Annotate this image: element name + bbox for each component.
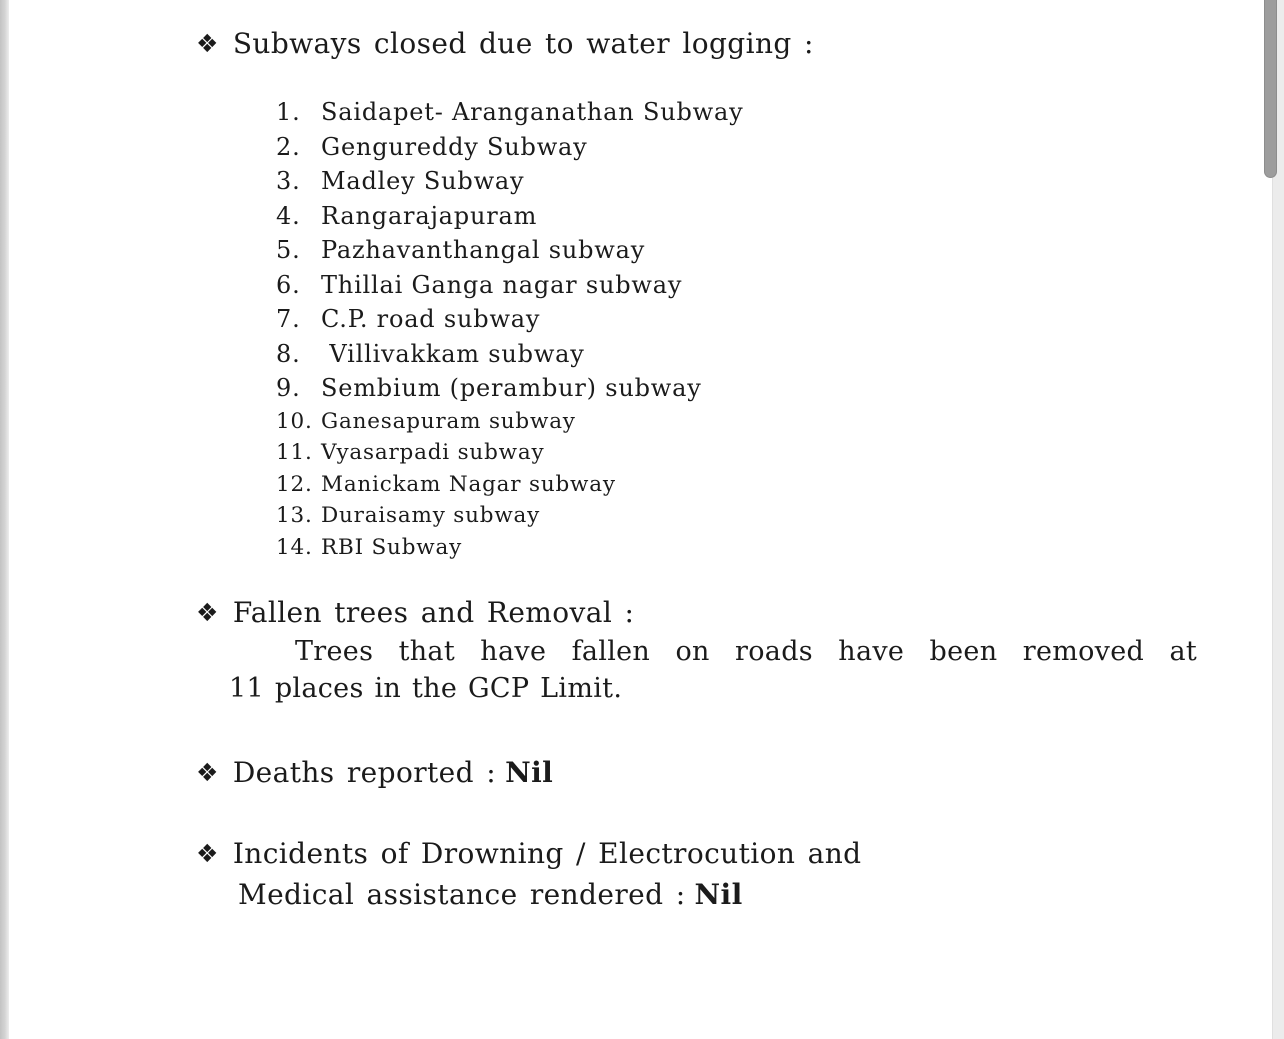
list-item-name: Saidapet- Aranganathan Subway — [321, 98, 744, 126]
fallen-trees-paragraph-line1: Trees that have fallen on roads have been removed at — [295, 636, 1197, 667]
list-item-number: 13. — [276, 503, 313, 529]
list-item-name: Rangarajapuram — [321, 201, 538, 230]
list-item-name: C.P. road subway — [321, 305, 541, 333]
fallen-trees-heading-text: Fallen trees and Removal : — [232, 596, 635, 629]
list-item-name: Sembium (perambur) subway — [321, 374, 702, 402]
list-item-number: 9. — [276, 374, 301, 402]
list-item — [276, 469, 743, 501]
section-heading-incidents — [196, 837, 861, 870]
section-heading-deaths — [196, 756, 553, 789]
list-item — [276, 302, 743, 337]
list-item-number: 5. — [276, 236, 301, 264]
list-item — [276, 437, 743, 469]
list-item-name: Thillai Ganga nagar subway — [321, 270, 683, 299]
list-item-number: 2. — [276, 132, 301, 161]
list-item-number: 3. — [276, 167, 301, 195]
subways-heading-text: Subways closed due to water logging : — [232, 27, 814, 60]
list-item — [276, 268, 743, 303]
list-item — [276, 164, 743, 199]
fallen-trees-paragraph-line2: 11 places in the GCP Limit. — [229, 673, 623, 704]
list-item-number: 14. — [276, 534, 313, 560]
list-item — [276, 406, 743, 438]
list-item-number: 10. — [276, 408, 313, 434]
deaths-label: Deaths reported : — [232, 756, 497, 789]
section-heading-subways — [196, 27, 814, 60]
list-item-name: RBI Subway — [321, 534, 463, 560]
list-item-number: 8. — [276, 339, 301, 368]
list-item-name: Madley Subway — [321, 167, 525, 195]
list-item-number: 7. — [276, 305, 301, 333]
list-item-name: Duraisamy subway — [321, 503, 541, 529]
list-item-name: Villivakkam subway — [321, 339, 585, 368]
list-item-number: 4. — [276, 201, 301, 230]
list-item — [276, 233, 743, 268]
list-item — [276, 532, 743, 564]
list-item-name: Gengureddy Subway — [321, 132, 588, 161]
incidents-line2-text: Medical assistance rendered : — [238, 878, 686, 911]
diamond-bullet-icon: ❖ — [196, 758, 219, 787]
incidents-value: Nil — [694, 878, 743, 911]
list-item-name: Vyasarpadi subway — [321, 440, 545, 466]
list-item — [276, 337, 743, 372]
list-item-number: 1. — [276, 98, 301, 126]
diamond-bullet-icon: ❖ — [196, 29, 219, 58]
incidents-line1-text: Incidents of Drowning / Electrocution and — [232, 837, 862, 870]
list-item — [276, 130, 743, 165]
diamond-bullet-icon: ❖ — [196, 839, 219, 868]
incidents-line2 — [238, 878, 743, 911]
list-item-name: Pazhavanthangal subway — [321, 236, 646, 264]
subway-list — [276, 95, 743, 563]
list-item-number: 12. — [276, 471, 313, 497]
list-item-name: Ganesapuram subway — [321, 408, 576, 434]
scrollbar-thumb[interactable] — [1264, 0, 1277, 178]
list-item-number: 11. — [276, 440, 313, 466]
list-item — [276, 199, 743, 234]
list-item-number: 6. — [276, 270, 301, 299]
list-item-name: Manickam Nagar subway — [321, 471, 616, 497]
list-item — [276, 371, 743, 406]
list-item — [276, 500, 743, 532]
section-heading-fallen-trees — [196, 596, 634, 629]
list-item — [276, 95, 743, 130]
diamond-bullet-icon: ❖ — [196, 598, 219, 627]
deaths-value: Nil — [505, 756, 554, 789]
